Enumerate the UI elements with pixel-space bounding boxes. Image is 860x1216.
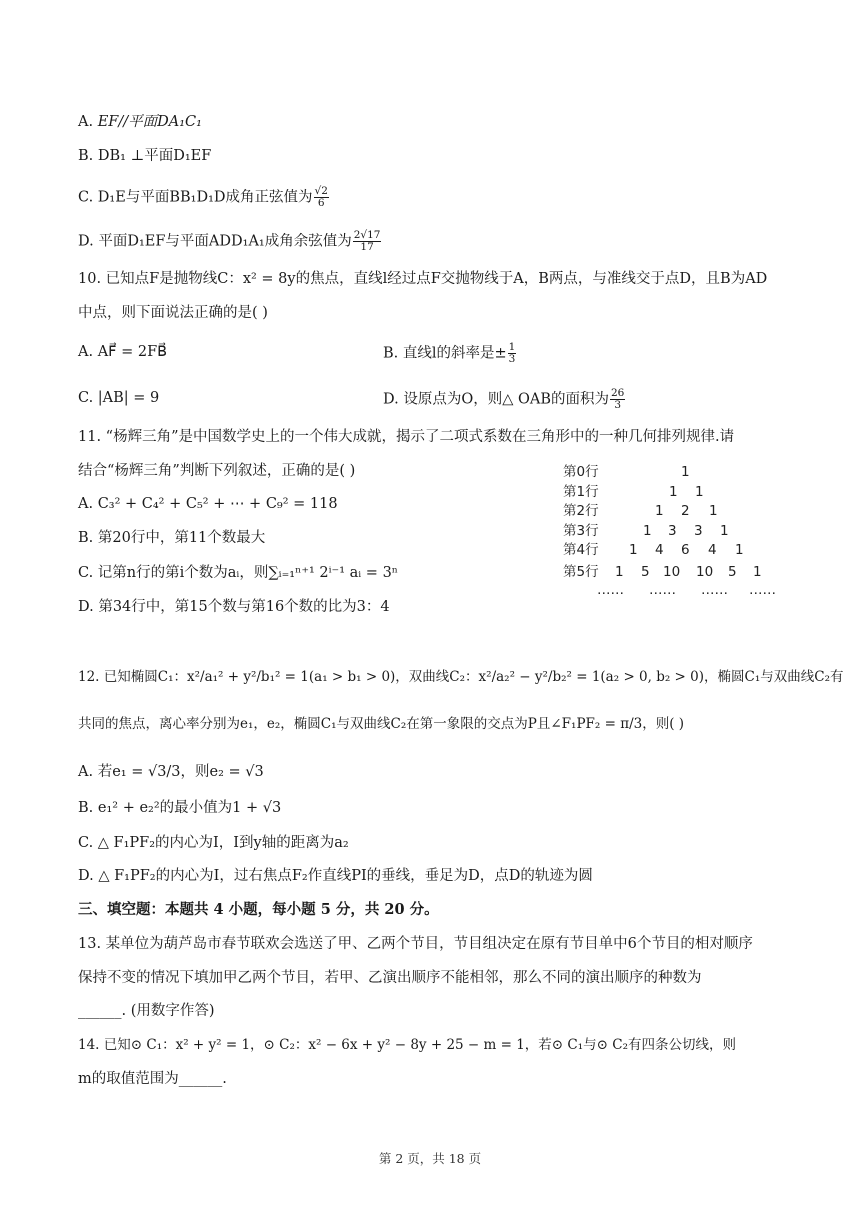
- triangle-dots: ……: [597, 582, 624, 598]
- triangle-dots: ……: [749, 582, 776, 598]
- yanghui-triangle-figure: [563, 462, 785, 602]
- q11-option-b: B. 第20行中，第11个数最大: [78, 530, 266, 546]
- q11-option-d: D. 第34行中，第15个数与第16个数的比为3：4: [78, 599, 390, 615]
- q12-stem-line1: 12. 已知椭圆C₁：x²/a₁² + y²/b₁² = 1(a₁ > b₁ > 0)，双曲线C₂：x²/a₂² − y²/b₂² = 1(a₂ > 0, b₂ > 0)，椭圆C₁与双曲线C₂有: [78, 669, 844, 685]
- q10-stem-line2: 中点，则下面说法正确的是( ): [78, 305, 268, 321]
- triangle-number: 4: [708, 542, 717, 558]
- q13-line2: 保持不变的情况下填加甲乙两个节目，若甲、乙演出顺序不能相邻，那么不同的演出顺序的种数为: [78, 970, 702, 986]
- q12-option-c: C. △ F₁PF₂的内心为I，I到y轴的距离为a₂: [78, 835, 349, 851]
- triangle-number: 4: [655, 542, 664, 558]
- q9-option-d: D. 平面D₁EF与平面ADD₁A₁成角余弦值为 $\frac{2√17}{17}$: [78, 229, 381, 253]
- triangle-number: 2: [681, 503, 690, 519]
- triangle-dots: ……: [649, 582, 676, 598]
- section-heading: 三、填空题：本题共 4 小题，每小题 5 分，共 20 分。: [78, 901, 439, 918]
- q13-line1: 13. 某单位为葫芦岛市春节联欢会选送了甲、乙两个节目，节目组决定在原有节目单中6个节目的相对顺序: [78, 936, 753, 952]
- triangle-number: 5: [728, 564, 737, 580]
- q13-line3: ______. (用数字作答): [78, 1003, 215, 1019]
- triangle-number: 1: [709, 503, 718, 519]
- q11-option-c: C. 记第n行的第i个数为aᵢ，则∑ᵢ₌₁ⁿ⁺¹ 2ⁱ⁻¹ aᵢ = 3ⁿ: [78, 565, 399, 581]
- triangle-number: 1: [735, 542, 744, 558]
- row-label: 第3行: [563, 523, 599, 539]
- q12-stem-line2: 共同的焦点，离心率分别为e₁，e₂，椭圆C₁与双曲线C₂在第一象限的交点为P且∠F₁PF₂ = π/3，则( ): [78, 716, 685, 732]
- triangle-number: 1: [695, 484, 704, 500]
- q10-option-a: A. AF⃗ = 2FB⃗: [78, 344, 168, 360]
- row-label: 第4行: [563, 542, 599, 558]
- q14-line2: m的取值范围为______.: [78, 1071, 227, 1087]
- q10-option-d: D. 设原点为O，则△ OAB的面积为 $\frac{26}{3}$: [383, 387, 625, 411]
- q12-option-d: D. △ F₁PF₂的内心为I，过右焦点F₂作直线PI的垂线，垂足为D，点D的轨迹为圆: [78, 868, 593, 884]
- q9-option-a: A. EF//平面DA₁C₁: [78, 114, 202, 130]
- row-label: 第1行: [563, 484, 599, 500]
- q11-stem-line2: 结合“杨辉三角”判断下列叙述，正确的是( ): [78, 463, 356, 479]
- row-label: 第2行: [563, 503, 599, 519]
- triangle-number: 1: [753, 564, 762, 580]
- q14-line1: 14. 已知⊙ C₁：x² + y² = 1，⊙ C₂：x² − 6x + y² − 8y + 25 − m = 1，若⊙ C₁与⊙ C₂有四条公切线，则: [78, 1037, 736, 1053]
- q9-option-c: C. D₁E与平面BB₁D₁D成角正弦值为 $\frac{√2}{6}$: [78, 185, 328, 209]
- q11-option-a: A. C₃² + C₄² + C₅² + ⋯ + C₉² = 118: [78, 496, 338, 512]
- triangle-number: 1: [643, 523, 652, 539]
- row-label: 第5行: [563, 564, 599, 580]
- q9-option-b: B. DB₁ ⊥平面D₁EF: [78, 148, 212, 164]
- triangle-number: 3: [668, 523, 677, 539]
- triangle-number: 6: [681, 542, 690, 558]
- triangle-dots: ……: [701, 582, 728, 598]
- triangle-number: 1: [669, 484, 678, 500]
- triangle-number: 1: [615, 564, 624, 580]
- triangle-number: 10: [663, 564, 681, 580]
- page-footer: 第 2 页，共 18 页: [378, 1151, 482, 1166]
- triangle-number: 10: [696, 564, 714, 580]
- triangle-number: 1: [655, 503, 664, 519]
- triangle-number: 1: [629, 542, 638, 558]
- q12-option-a: A. 若e₁ = √3/3，则e₂ = √3: [78, 764, 264, 780]
- triangle-number: 5: [641, 564, 650, 580]
- q12-option-b: B. e₁² + e₂²的最小值为1 + √3: [78, 800, 282, 816]
- q10-option-c: C. |AB| = 9: [78, 390, 160, 406]
- row-label: 第0行: [563, 464, 599, 480]
- triangle-number: 3: [694, 523, 703, 539]
- q11-stem-line1: 11. “杨辉三角”是中国数学史上的一个伟大成就，揭示了二项式系数在三角形中的一种几何排列规律.请: [78, 429, 735, 445]
- triangle-number: 1: [720, 523, 729, 539]
- q10-option-b: B. 直线l的斜率是± $\frac{1}{3}$: [383, 341, 516, 365]
- q10-stem-line1: 10. 已知点F是抛物线C：x² = 8y的焦点，直线l经过点F交抛物线于A，B两点，与准线交于点D，且B为AD: [78, 271, 768, 287]
- triangle-number: 1: [681, 464, 690, 480]
